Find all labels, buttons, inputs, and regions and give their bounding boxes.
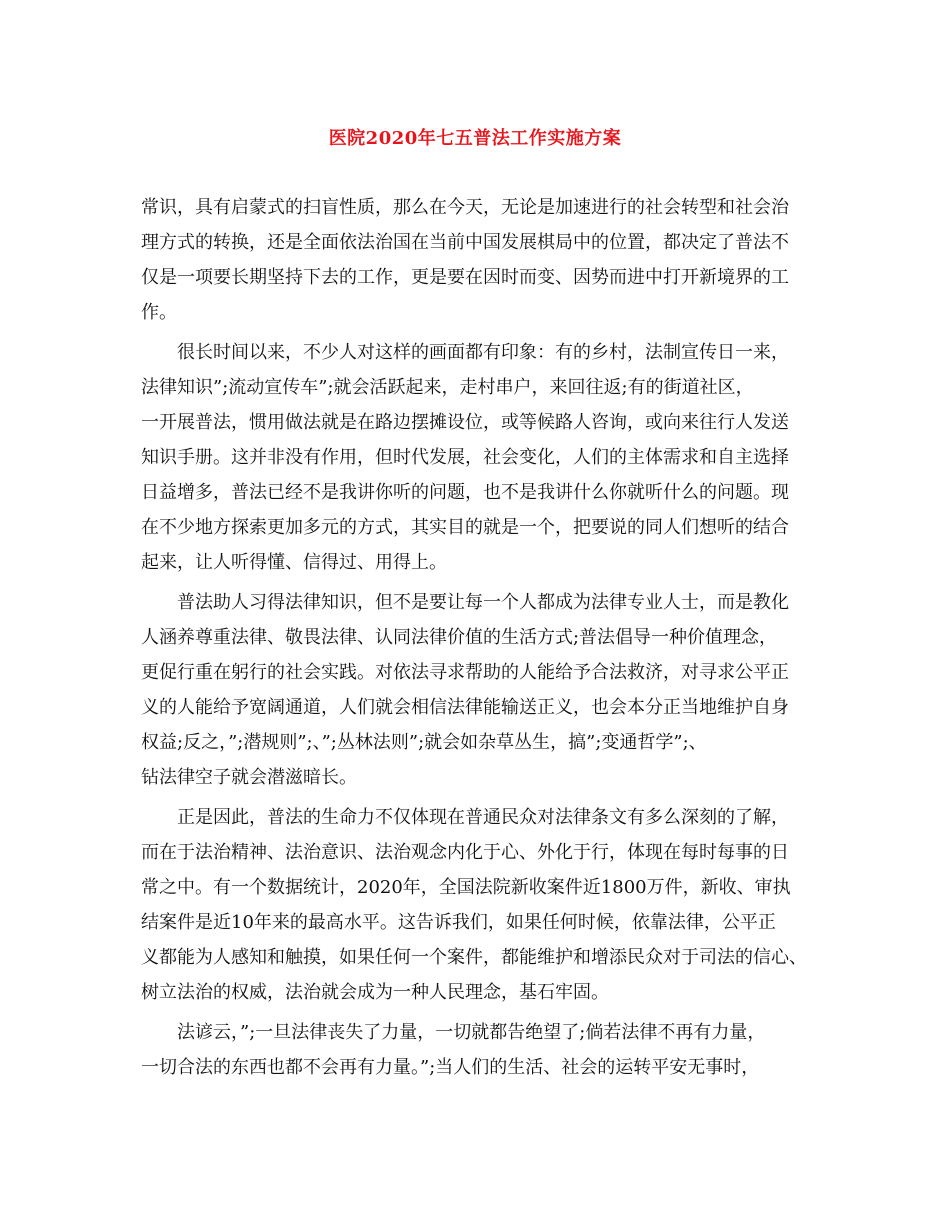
- body-line: 常识，具有启蒙式的扫盲性质，那么在今天，无论是加速进行的社会转型和社会治: [141, 197, 789, 218]
- body-line: 法谚云，”;一旦法律丧失了力量，一切就都告绝望了;倘若法律不再有力量，: [141, 1022, 766, 1043]
- body-line: 日益增多，普法已经不是我讲你听的问题，也不是我讲什么你就听什么的问题。现: [141, 482, 789, 503]
- body-line: 钻法律空子就会潜滋暗长。: [141, 767, 357, 788]
- body-line: 一开展普法，惯用做法就是在路边摆摊设位，或等候路人咨询，或向来往行人发送: [141, 412, 789, 433]
- document-title: 医院2020年七五普法工作实施方案: [328, 128, 622, 149]
- body-line: 在不少地方探索更加多元的方式，其实目的就是一个，把要说的同人们想听的结合: [141, 517, 789, 538]
- body-line: 法律知识”;流动宣传车”;就会活跃起来，走村串户，来回往返;有的街道社区，: [141, 377, 754, 398]
- body-line: 起来，让人听得懂、信得过、用得上。: [141, 552, 447, 573]
- body-line: 结案件是近10年来的最高水平。这告诉我们，如果任何时候，依靠法律，公平正: [141, 912, 776, 933]
- body-line: 常之中。有一个数据统计，2020年，全国法院新收案件近1800万件，新收、审执: [141, 877, 791, 898]
- body-line: 一切合法的东西也都不会再有力量。”;当人们的生活、社会的运转平安无事时，: [141, 1057, 760, 1078]
- body-line: 而在于法治精神、法治意识、法治观念内化于心、外化于行，体现在每时每事的日: [141, 842, 789, 863]
- body-line: 人涵养尊重法律、敬畏法律、认同法律价值的生活方式;普法倡导一种价值理念，: [141, 627, 778, 648]
- body-line: 知识手册。这并非没有作用，但时代发展，社会变化，人们的主体需求和自主选择: [141, 447, 789, 468]
- body-line: 正是因此，普法的生命力不仅体现在普通民众对法律条文有多么深刻的了解，: [141, 807, 789, 828]
- body-line: 作。: [141, 302, 177, 323]
- body-line: 更促行重在躬行的社会实践。对依法寻求帮助的人能给予合法救济，对寻求公平正: [141, 662, 789, 683]
- body-line: 仅是一项要长期坚持下去的工作，更是要在因时而变、因势而进中打开新境界的工: [141, 267, 789, 288]
- body-line: 普法助人习得法律知识，但不是要让每一个人都成为法律专业人士，而是教化: [141, 592, 789, 613]
- body-line: 权益;反之，”;潜规则”;、”;丛林法则”;就会如杂草丛生，搞”;变通哲学”;、: [141, 732, 707, 753]
- body-line: 理方式的转换，还是全面依法治国在当前中国发展棋局中的位置，都决定了普法不: [141, 232, 789, 253]
- body-line: 树立法治的权威，法治就会成为一种人民理念，基石牢固。: [141, 982, 609, 1003]
- body-line: 义都能为人感知和触摸，如果任何一个案件，都能维护和增添民众对于司法的信心、: [141, 947, 807, 968]
- body-line: 很长时间以来，不少人对这样的画面都有印象：有的乡村，法制宣传日一来，: [141, 342, 789, 363]
- body-line: 义的人能给予宽阔通道，人们就会相信法律能输送正义，也会本分正当地维护自身: [141, 697, 789, 718]
